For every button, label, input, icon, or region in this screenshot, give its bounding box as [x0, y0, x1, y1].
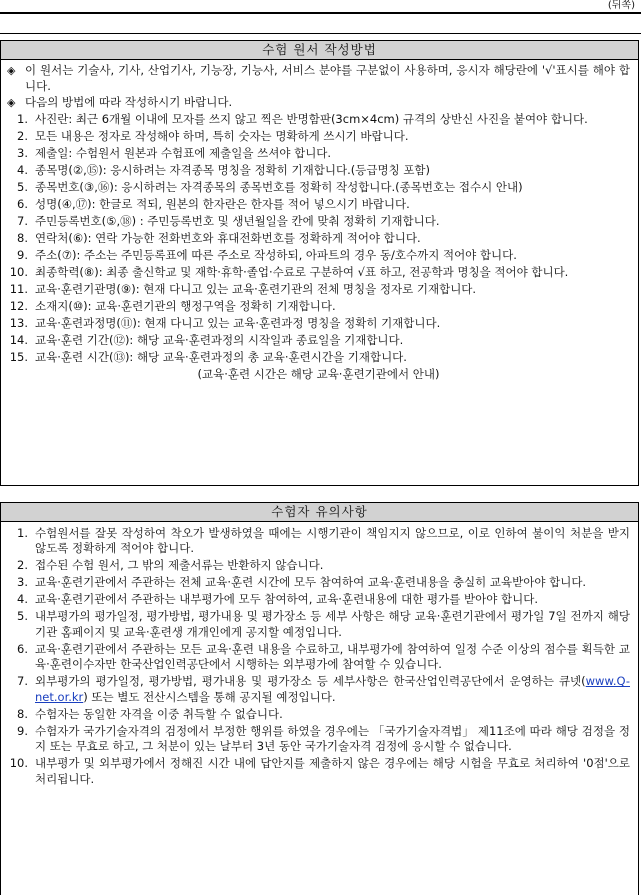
item-text: 종목명(②,⑮): 응시하려는 자격종목 명칭을 정확히 기재합니다.(등급명칭 포함): [35, 163, 431, 177]
instruction-item: [7, 180, 630, 196]
item-number: 2.: [17, 558, 28, 572]
item-text: 소재지(⑩): 교육·훈련기관의 행정구역을 정확히 기재합니다.: [35, 299, 336, 313]
item-number: 7.: [17, 674, 28, 688]
instruction-item: [7, 112, 630, 128]
item-number: 15.: [9, 350, 28, 364]
instruction-item: [7, 265, 630, 281]
page-side-note: (뒤쪽): [607, 0, 635, 11]
item-number: 9.: [17, 723, 28, 738]
instruction-item: [7, 214, 630, 230]
item-number: 2.: [17, 129, 28, 143]
item-text: 제출일: 수험원서 원본과 수험표에 제출일을 쓰셔야 합니다.: [35, 146, 332, 160]
item-text: 모든 내용은 정자로 작성해야 하며, 특히 숫자는 명확하게 쓰시기 바랍니다.: [35, 129, 409, 143]
instruction-item: [7, 282, 630, 298]
notice-item: [7, 724, 630, 755]
application-instructions-box: [0, 40, 639, 486]
item-text: 수험원서를 잘못 작성하여 착오가 발생하였을 때에는 시행기관이 책임지지 않으므로, 이로 인하여 불이익 처분을 받지 않도록 정확하게 적어야 합니다.: [35, 525, 630, 555]
notice-item: [7, 674, 630, 705]
item-number: 1.: [17, 525, 28, 540]
instruction-item: [7, 163, 630, 179]
item-number: 4.: [17, 163, 28, 177]
notice-item: [7, 707, 630, 723]
item-text: 연락처(⑥): 연락 가능한 전화번호와 휴대전화번호를 정확하게 적어야 합니다.: [35, 231, 421, 245]
item-number: 5.: [17, 180, 28, 194]
item-text: 사진란: 최근 6개월 이내에 모자를 쓰지 않고 찍은 반명함판(3cm×4cm) 규격의 상반신 사진을 붙여야 합니다.: [35, 112, 588, 126]
item-number: 7.: [17, 214, 28, 228]
intro-text: 다음의 방법에 따라 작성하시기 바랍니다.: [25, 95, 233, 109]
item-text: 교육·훈련 기간(⑫): 해당 교육·훈련과정의 시작일과 종료일을 기재합니다.: [35, 333, 404, 347]
item-number: 9.: [17, 248, 28, 262]
instruction-item: [7, 299, 630, 315]
item-number: 8.: [17, 231, 28, 245]
item-number: 14.: [9, 333, 28, 347]
instruction-item: [7, 231, 630, 247]
intro-line: [7, 95, 630, 111]
instruction-item: [7, 316, 630, 332]
instruction-item: [7, 333, 630, 349]
diamond-bullet-icon: ◈: [7, 64, 16, 77]
item-number: 13.: [9, 316, 28, 330]
item-text: 내부평가의 평가일정, 평가방법, 평가내용 및 평가장소 등 세부 사항은 해당 교육·훈련기관에서 평가일 7일 전까지 해당 기관 홈페이지 및 교육·훈련생 개개인에게 공지할 예정입니다.: [35, 609, 630, 639]
item-number: 8.: [17, 706, 28, 721]
diamond-bullet-icon: ◈: [7, 96, 16, 109]
intro-line: [7, 63, 630, 94]
instruction-item: [7, 129, 630, 145]
top-rule: [0, 12, 641, 14]
notice-item: [7, 609, 630, 640]
item-number: 6.: [17, 641, 28, 656]
item-number: 6.: [17, 197, 28, 211]
item-number: 10.: [9, 756, 28, 770]
item-text: [35, 674, 630, 705]
item-text: 수험자는 동일한 자격을 이중 취득할 수 없습니다.: [35, 706, 283, 721]
notice-item: [7, 575, 630, 591]
item-number: 10.: [9, 265, 28, 279]
application-instructions-body: [1, 60, 638, 386]
candidate-notices-body: [1, 522, 638, 791]
intro-text: 이 원서는 기술사, 기사, 산업기사, 기능장, 기능사, 서비스 분야를 구분없이 사용하며, 응시자 해당란에 '√'표시를 해야 합니다.: [25, 63, 630, 93]
item-text-after-link: ) 또는 별도 전산시스템을 통해 공지될 예정입니다.: [83, 689, 336, 704]
notice-item: [7, 558, 630, 574]
item-text: 성명(④,⑰): 한글로 적되, 원본의 한자란은 한자를 적어 넣으시기 바랍니다.: [35, 197, 410, 211]
qnet-link[interactable]: www.Q-net.or.kr: [35, 674, 630, 704]
item-text: 접수된 수험 원서, 그 밖의 제출서류는 반환하지 않습니다.: [35, 558, 324, 572]
item-number: 1.: [17, 112, 28, 126]
item-number: 4.: [17, 592, 28, 606]
candidate-notices-title: 수험자 유의사항: [1, 503, 638, 522]
item-number: 11.: [9, 282, 28, 296]
item-number: 5.: [17, 609, 28, 623]
item-number: 3.: [17, 575, 28, 589]
instruction-item: [7, 350, 630, 366]
instruction-item: [7, 197, 630, 213]
item-text: 교육·훈련기관에서 주관하는 전체 교육·훈련 시간에 모두 참여하여 교육·훈련내용을 충실히 교육받아야 합니다.: [35, 575, 587, 589]
item-text-before-link: 외부평가의 평가일정, 평가방법, 평가내용 및 평가장소 등 세부사항은 한국산업인력공단에서 운영하는 큐넷(: [35, 674, 586, 688]
item-text: 종목번호(③,⑯): 응시하려는 자격종목의 종목번호를 정확히 작성합니다.(종목번호는 접수시 안내): [35, 180, 523, 194]
notice-item: [7, 526, 630, 557]
top-rule-2: [0, 33, 641, 34]
item-text: 수험자가 국가기술자격의 검정에서 부정한 행위를 하였을 경우에는 「국가기술자격법」 제11조에 따라 해당 검정을 정지 또는 무효로 하고, 그 처분이 있는 날부터 3년 동안 국가기술자격 검정에 응시할 수 없습니다.: [35, 723, 630, 753]
item-text: 교육·훈련기관명(⑨): 현재 다니고 있는 교육·훈련기관의 전체 명칭을 정자로 기재합니다.: [35, 282, 477, 296]
item-text: 최종학력(⑧): 최종 출신학교 및 재학·휴학·졸업·수료로 구분하여 √표 하고, 전공학과 명칭을 적어야 합니다.: [35, 265, 569, 279]
instruction-item: [7, 248, 630, 264]
notice-item: [7, 642, 630, 673]
item-text: 교육·훈련기관에서 주관하는 내부평가에 모두 참여하여, 교육·훈련내용에 대한 평가를 받아야 합니다.: [35, 592, 538, 606]
item-text: 주소(⑦): 주소는 주민등록표에 따른 주소로 작성하되, 아파트의 경우 동/호수까지 적어야 합니다.: [35, 248, 517, 262]
item-number: 3.: [17, 146, 28, 160]
item-number: 12.: [9, 299, 28, 313]
item-text: 교육·훈련 시간(⑬): 해당 교육·훈련과정의 총 교육·훈련시간을 기재합니다.: [35, 350, 407, 364]
notice-item: [7, 592, 630, 608]
item-text: 교육·훈련기관에서 주관하는 모든 교육·훈련 내용을 수료하고, 내부평가에 참여하여 일정 수준 이상의 점수를 획득한 교육·훈련이수자만 한국산업인력공단에서 시행하는 외부평가에 참여할 수 있습니다.: [35, 641, 630, 671]
item-text: 주민등록번호(⑤,⑱) : 주민등록번호 및 생년월일을 칸에 맞춰 정확히 기재합니다.: [35, 214, 440, 228]
instruction-item: [7, 146, 630, 162]
notice-item: [7, 756, 630, 787]
item-text: 내부평가 및 외부평가에서 정해진 시간 내에 답안지를 제출하지 않은 경우에는 해당 시험을 무효로 처리하여 '0점'으로 처리됩니다.: [35, 756, 630, 786]
application-instructions-title: 수험 원서 작성방법: [1, 41, 638, 60]
training-hours-note: (교육·훈련 시간은 해당 교육·훈련기관에서 안내): [197, 367, 440, 381]
item-text: 교육·훈련과정명(⑪): 현재 다니고 있는 교육·훈련과정 명칭을 정확히 기재합니다.: [35, 316, 441, 330]
candidate-notices-box: [0, 502, 639, 895]
